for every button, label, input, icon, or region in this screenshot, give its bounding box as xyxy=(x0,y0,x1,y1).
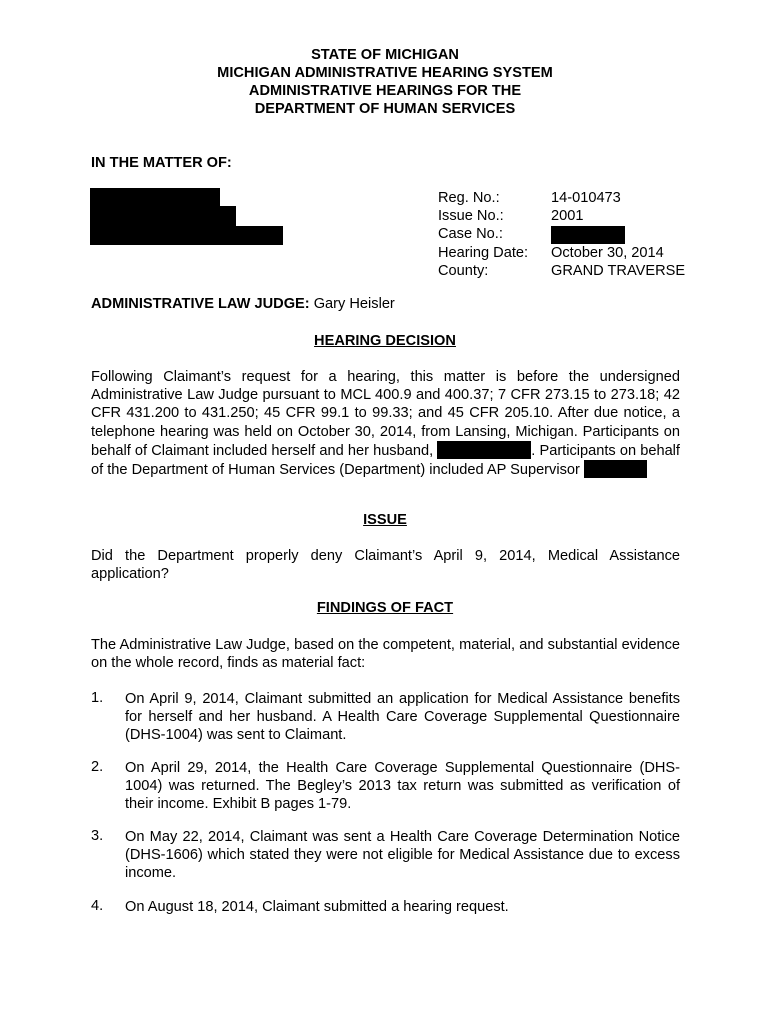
case-no-redacted xyxy=(551,225,685,243)
case-info-values xyxy=(551,189,685,280)
in-the-matter-of-label: IN THE MATTER OF: xyxy=(91,155,232,171)
finding-item: On May 22, 2014, Claimant was sent a Health Care Coverage Determination Notice (DHS-1606) which stated they were not eligible for Medical Assistance due to excess income. xyxy=(125,829,680,882)
header-line-system: MICHIGAN ADMINISTRATIVE HEARING SYSTEM xyxy=(217,65,553,81)
decision-text-participants: Participants on behalf of the Department of Human Services (Department) included AP Supervisor xyxy=(91,442,680,479)
header-line-hearings: ADMINISTRATIVE HEARINGS FOR THE xyxy=(248,83,522,99)
hearing-date-value: October 30, 2014 xyxy=(551,244,664,261)
redacted-claimant-name-line-2 xyxy=(90,206,236,226)
header-line-state: STATE OF MICHIGAN xyxy=(311,47,459,63)
alj-label: ADMINISTRATIVE LAW JUDGE: xyxy=(91,296,310,312)
redacted-claimant-address xyxy=(90,226,283,245)
issue-no-label: Issue No.: xyxy=(438,208,504,225)
issue-heading: ISSUE xyxy=(363,512,407,528)
redacted-husband-name xyxy=(437,441,531,459)
case-no-label: Case No.: xyxy=(438,226,503,243)
findings-of-fact-heading: FINDINGS OF FACT xyxy=(316,600,454,616)
decision-text-period: . xyxy=(531,442,536,459)
reg-no-value: 14-010473 xyxy=(551,190,621,206)
document-header xyxy=(90,46,680,118)
finding-number: 3. xyxy=(91,828,104,844)
header-line-department: DEPARTMENT OF HUMAN SERVICES xyxy=(254,101,516,117)
case-info-labels xyxy=(438,189,528,280)
decision-paragraph xyxy=(91,368,680,479)
redacted-case-number xyxy=(551,226,625,244)
county-label: County: xyxy=(438,262,489,279)
decision-text-main: Following Claimant’s request for a hearing, this matter is before the undersigned Administrative Law Judge pursuant to MCL 400.9 and 400.37; 7 CFR 273.15 to 273.18; 42 CFR 431.200 to 431.250; 45 CFR 99.1 to 99.33; and 45 CFR 205.10. After due notice, a telephone hearing was held on October 30, 2014, from Lansing, Michigan. Participants on behalf of Claimant included herself and her husband, xyxy=(91,369,680,459)
finding-item: On August 18, 2014, Claimant submitted a hearing request. xyxy=(125,899,509,915)
finding-number: 4. xyxy=(91,898,104,914)
redacted-supervisor-name xyxy=(584,460,647,478)
hearing-decision-heading: HEARING DECISION xyxy=(314,333,456,349)
reg-no-label: Reg. No.: xyxy=(438,190,500,206)
findings-intro-paragraph: The Administrative Law Judge, based on the competent, material, and substantial evidence on the whole record, finds as material fact: xyxy=(91,637,680,672)
redacted-claimant-name-line-1 xyxy=(90,188,220,206)
issue-paragraph: Did the Department properly deny Claimant’s April 9, 2014, Medical Assistance application? xyxy=(91,548,680,583)
county-value: GRAND TRAVERSE xyxy=(551,262,686,279)
hearing-date-label: Hearing Date: xyxy=(438,244,529,261)
administrative-law-judge xyxy=(91,296,395,312)
finding-item: On April 9, 2014, Claimant submitted an application for Medical Assistance benefits for herself and her husband. A Health Care Coverage Supplemental Questionnaire (DHS-1004) was sent to Claimant. xyxy=(125,691,680,744)
alj-name: Gary Heisler xyxy=(313,296,395,312)
finding-number: 1. xyxy=(91,690,104,706)
finding-number: 2. xyxy=(91,759,104,775)
finding-item: On April 29, 2014, the Health Care Coverage Supplemental Questionnaire (DHS-1004) was returned. The Begley’s 2013 tax return was submitted as verification of their income. Exhibit B pages 1-79. xyxy=(125,760,680,813)
issue-no-value: 2001 xyxy=(551,208,584,225)
